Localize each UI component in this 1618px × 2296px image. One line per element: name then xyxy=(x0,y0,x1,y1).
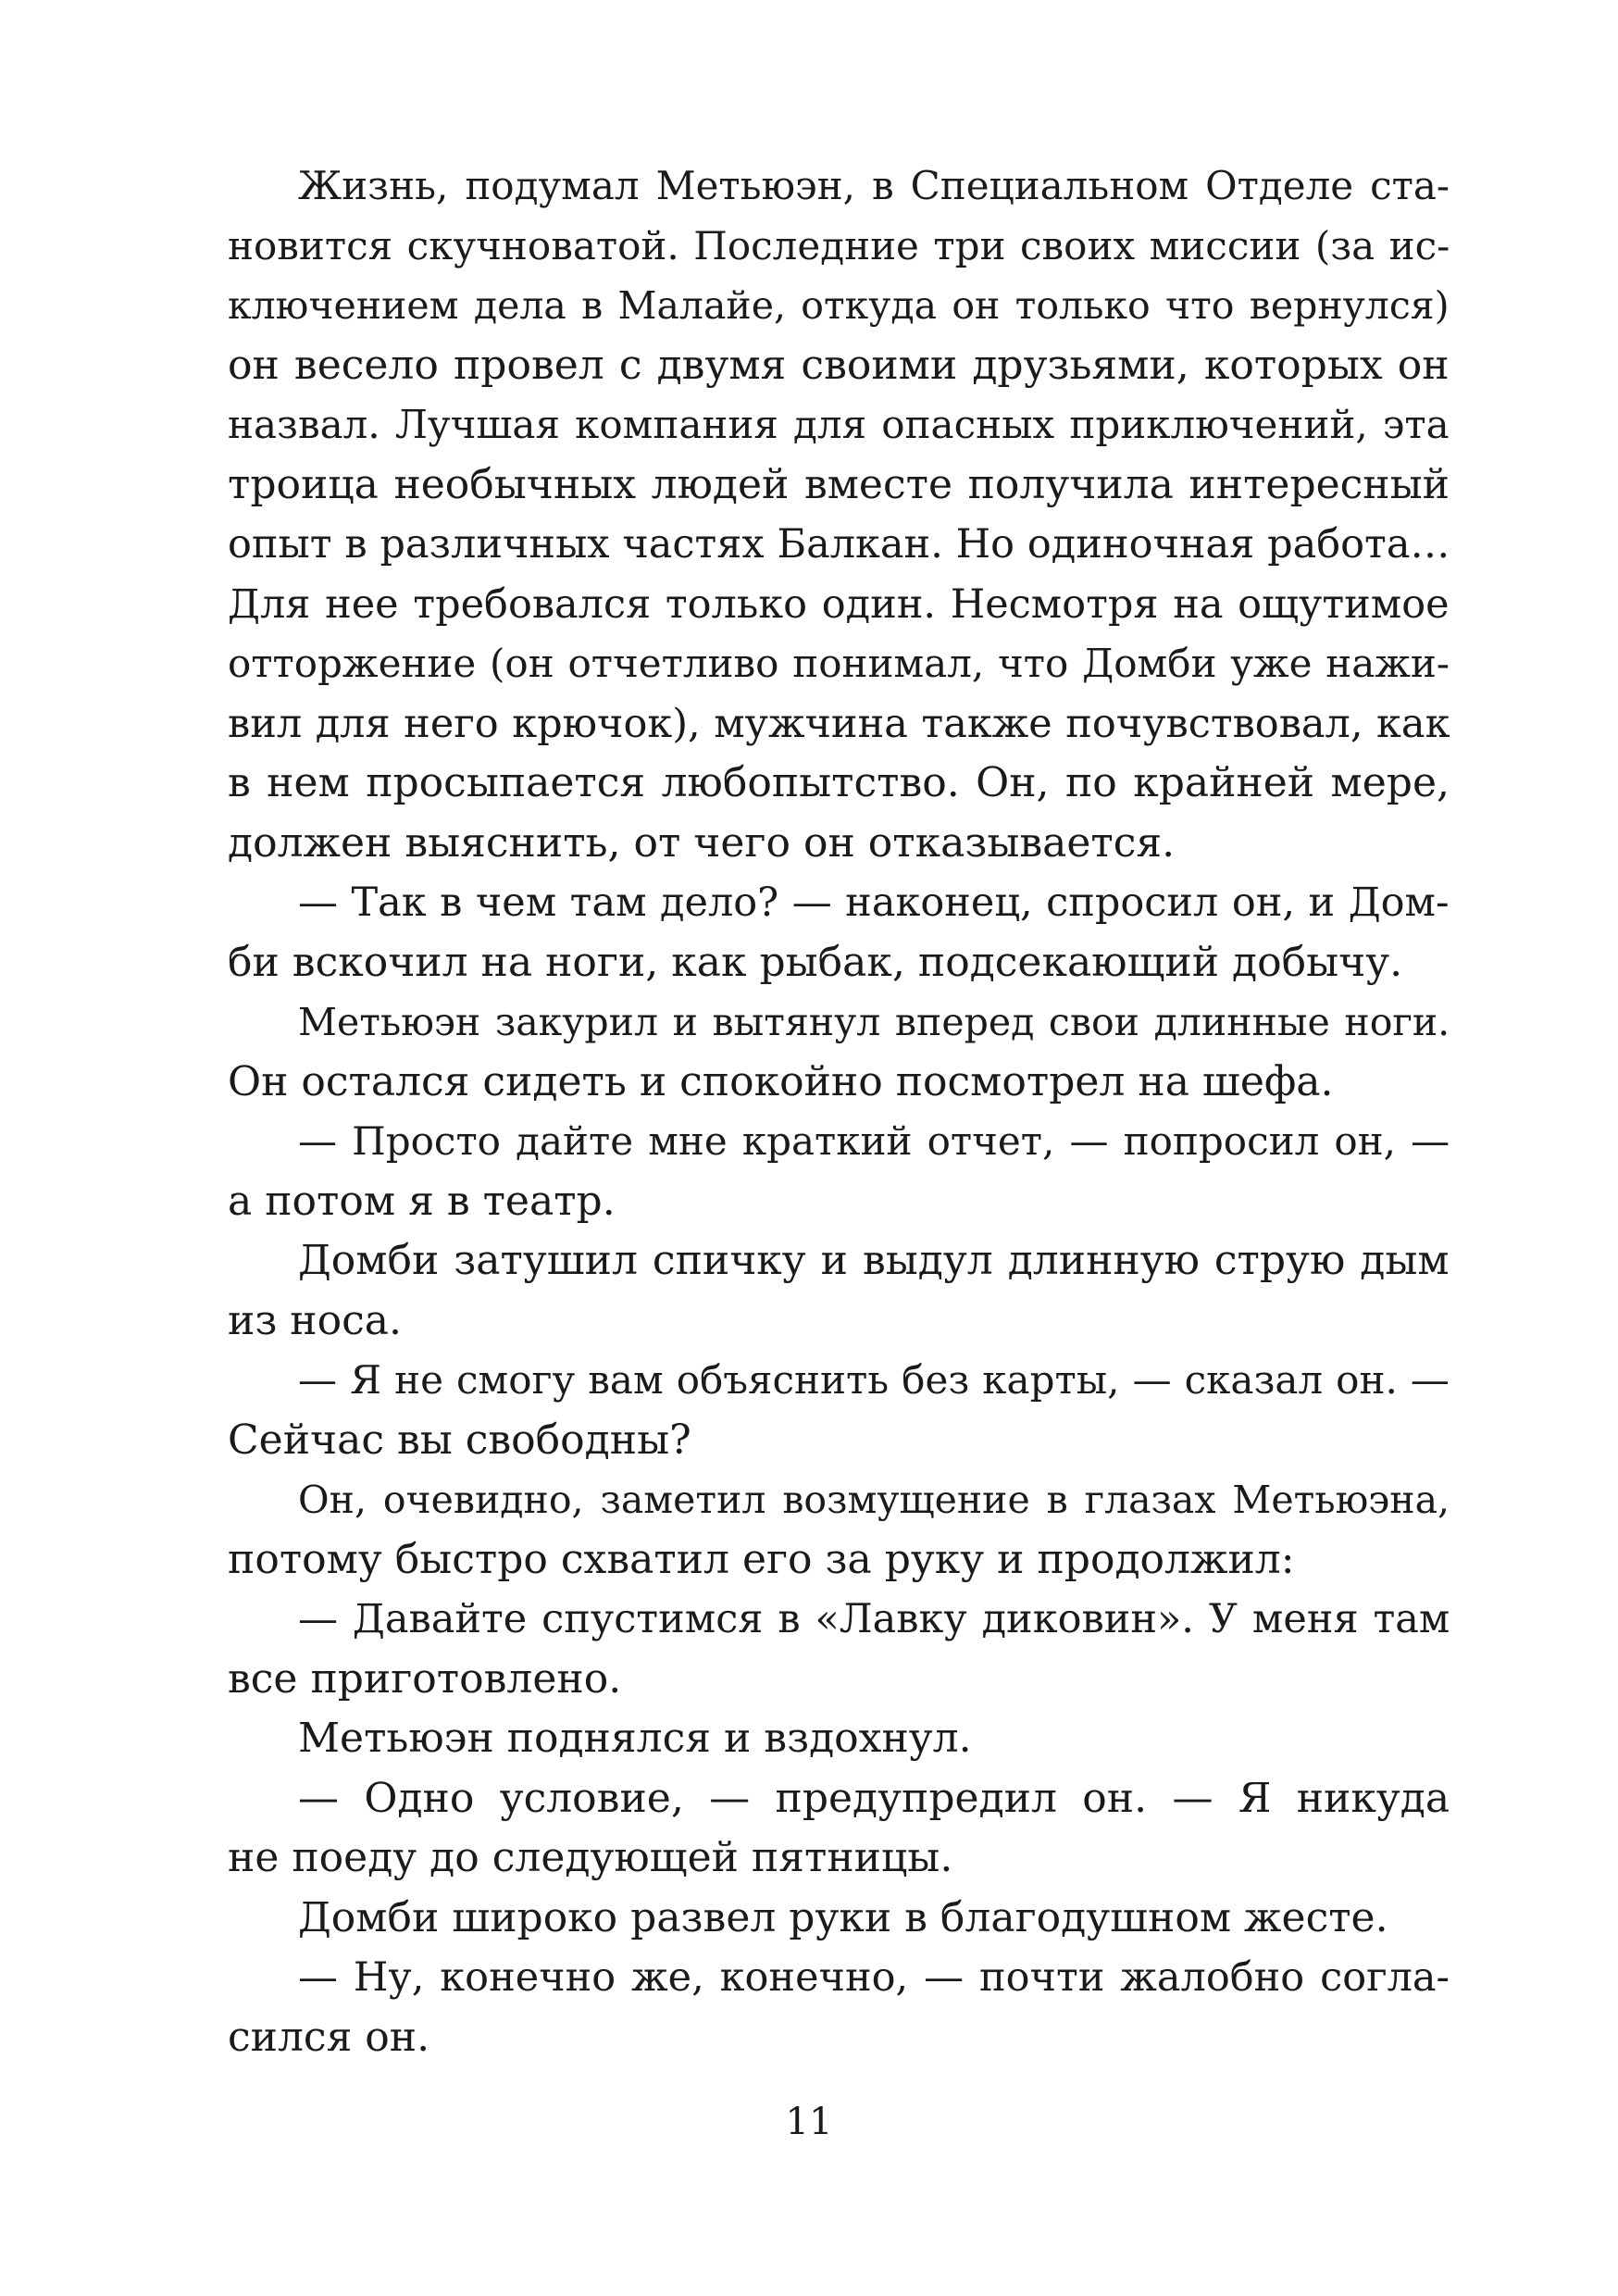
text-line: Для нее требовался только один. Несмотря на ощутимое xyxy=(228,580,1450,628)
text-line: Домби затушил спичку и выдул длинную струю дым xyxy=(298,1237,1450,1284)
text-line: а потом я в театр. xyxy=(228,1177,616,1225)
text-line: из носа. xyxy=(228,1296,402,1344)
text-line: опыт в различных частях Балкан. Но одиночная работа… xyxy=(228,521,1450,568)
text-line: вил для него крючок), мужчина также почувствовал, как xyxy=(228,700,1450,747)
text-line: сился он. xyxy=(228,2013,430,2061)
text-line: Он остался сидеть и спокойно посмотрел на шефа. xyxy=(228,1057,1334,1105)
text-line: в нем просыпается любопытство. Он, по крайней мере, xyxy=(228,759,1450,806)
text-line: Домби широко развел руки в благодушном жесте. xyxy=(298,1893,1388,1941)
text-line: Он, очевидно, заметил возмущение в глазах Метьюэна, xyxy=(298,1478,1450,1522)
text-line: новится скучноватой. Последние три своих миссии (за ис- xyxy=(228,222,1450,268)
text-line: троица необычных людей вместе получила интересный xyxy=(228,460,1450,508)
page-number: 11 xyxy=(785,2101,833,2143)
text-line: — Одно условие, — предупредил он. — Я никуда xyxy=(298,1774,1450,1822)
text-line: отторжение (он отчетливо понимал, что Домби уже нажи- xyxy=(228,641,1450,686)
text-line: Жизнь, подумал Метьюэн, в Специальном Отделе ста- xyxy=(298,163,1450,208)
text-line: он весело провел с двумя своими друзьями, которых он xyxy=(228,341,1450,389)
text-line: назвал. Лучшая компания для опасных приключений, эта xyxy=(228,402,1450,447)
text-line: должен выяснить, от чего он отказывается. xyxy=(228,818,1176,867)
text-line: Метьюэн поднялся и вздохнул. xyxy=(298,1715,972,1762)
text-line: — Так в чем там дело? — наконец, спросил он, и Дом- xyxy=(298,880,1450,926)
text-line: — Ну, конечно же, конечно, — почти жалобно согла- xyxy=(298,1954,1450,2001)
text-line: все приготовлено. xyxy=(228,1654,622,1703)
text-line: — Давайте спустимся в «Лавку диковин». У меня там xyxy=(298,1596,1450,1642)
text-line: Сейчас вы свободны? xyxy=(228,1416,691,1464)
text-line: — Просто дайте мне краткий отчет, — попросил он, — xyxy=(298,1118,1450,1164)
text-line: — Я не смогу вам объяснить без карты, — сказал он. — xyxy=(298,1357,1450,1403)
text-line: би вскочил на ноги, как рыбак, подсекающий добычу. xyxy=(228,938,1403,986)
text-line: ключением дела в Малайе, откуда он только что вернулся) xyxy=(228,283,1450,328)
text-line: Метьюэн закурил и вытянул вперед свои длинные ноги. xyxy=(298,1000,1450,1044)
text-line: не поеду до следующей пятницы. xyxy=(228,1834,953,1881)
text-line: потому быстро схватил его за руку и продолжил: xyxy=(228,1535,1295,1583)
